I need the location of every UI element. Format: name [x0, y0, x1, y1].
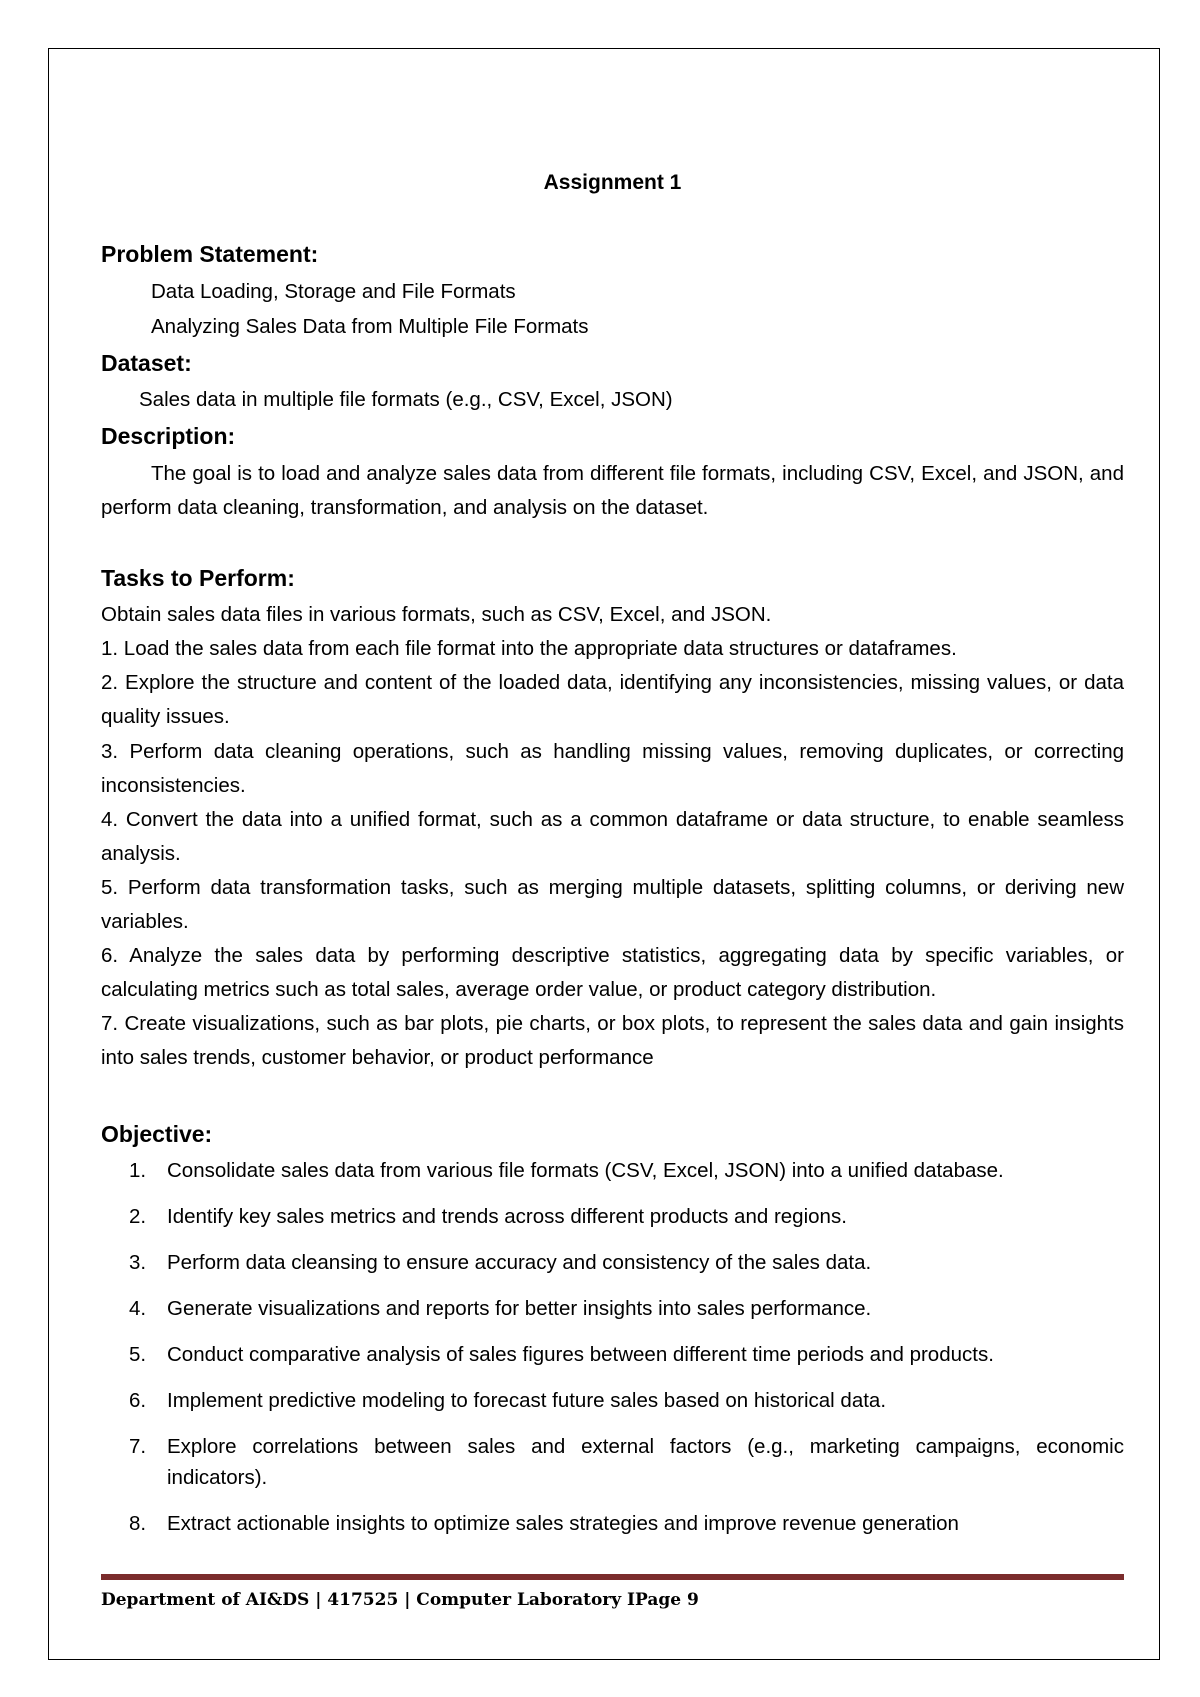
task-item-5: 5. Perform data transformation tasks, such as merging multiple datasets, splitting columns, or deriving new variables. — [101, 876, 1124, 933]
objective-text: Generate visualizations and reports for better insights into sales performance. — [167, 1297, 872, 1320]
objective-number: 8. — [129, 1512, 147, 1535]
dataset-text: Sales data in multiple file formats (e.g., CSV, Excel, JSON) — [139, 388, 673, 411]
task-item-1: 1. Load the sales data from each file format into the appropriate data structures or dataframes. — [101, 637, 957, 660]
objective-number: 5. — [129, 1343, 147, 1366]
dataset-heading: Dataset: — [101, 350, 192, 376]
problem-statement-line-1: Data Loading, Storage and File Formats — [151, 280, 516, 303]
objective-number: 2. — [129, 1205, 147, 1228]
objective-number: 4. — [129, 1297, 147, 1320]
objective-number: 6. — [129, 1389, 147, 1412]
tasks-intro: Obtain sales data files in various formats, such as CSV, Excel, and JSON. — [101, 603, 772, 626]
footer-text: Department of AI&DS | 417525 | Computer Laboratory IPage 9 — [101, 1590, 699, 1610]
task-item-3: 3. Perform data cleaning operations, such as handling missing values, removing duplicates, or correcting inconsistencies. — [101, 740, 1124, 797]
problem-statement-line-2: Analyzing Sales Data from Multiple File Formats — [151, 315, 589, 338]
objective-text: Explore correlations between sales and external factors (e.g., marketing campaigns, economic indicators). — [167, 1435, 1124, 1489]
task-item-6: 6. Analyze the sales data by performing descriptive statistics, aggregating data by specific variables, or calculating metrics such as total sales, average order value, or product category distribution. — [101, 944, 1124, 1001]
objective-number: 1. — [129, 1159, 147, 1182]
objective-item — [101, 1201, 1124, 1232]
objective-text: Perform data cleansing to ensure accuracy and consistency of the sales data. — [167, 1251, 872, 1274]
objective-item — [101, 1247, 1124, 1278]
objective-item — [101, 1293, 1124, 1324]
task-item-7: 7. Create visualizations, such as bar plots, pie charts, or box plots, to represent the sales data and gain insights into sales trends, customer behavior, or product performance — [101, 1012, 1124, 1069]
objective-text: Extract actionable insights to optimize sales strategies and improve revenue generation — [167, 1512, 959, 1535]
problem-statement-heading: Problem Statement: — [101, 241, 319, 267]
description-heading: Description: — [101, 423, 236, 449]
objective-item — [101, 1385, 1124, 1416]
objective-text: Implement predictive modeling to forecast future sales based on historical data. — [167, 1389, 887, 1412]
objective-heading: Objective: — [101, 1121, 213, 1147]
description-text: The goal is to load and analyze sales data from different file formats, including CSV, Excel, and JSON, and perform data cleaning, transformation, and analysis on the dataset. — [101, 462, 1124, 519]
objective-number: 3. — [129, 1251, 147, 1274]
task-item-4: 4. Convert the data into a unified format, such as a common dataframe or data structure, to enable seamless analysis. — [101, 808, 1124, 865]
objective-text: Conduct comparative analysis of sales figures between different time periods and products. — [167, 1343, 994, 1366]
objective-item — [101, 1431, 1124, 1493]
objective-item — [101, 1339, 1124, 1370]
objective-text: Identify key sales metrics and trends across different products and regions. — [167, 1205, 847, 1228]
assignment-title: Assignment 1 — [543, 171, 682, 194]
objective-number: 7. — [129, 1435, 147, 1458]
objective-text: Consolidate sales data from various file formats (CSV, Excel, JSON) into a unified database. — [167, 1159, 1004, 1182]
objective-list — [101, 1155, 1124, 1554]
objective-item — [101, 1508, 1124, 1539]
tasks-heading: Tasks to Perform: — [101, 565, 295, 591]
task-item-2: 2. Explore the structure and content of the loaded data, identifying any inconsistencies, missing values, or data quality issues. — [101, 671, 1124, 728]
footer-rule — [101, 1574, 1124, 1580]
objective-item — [101, 1155, 1124, 1186]
